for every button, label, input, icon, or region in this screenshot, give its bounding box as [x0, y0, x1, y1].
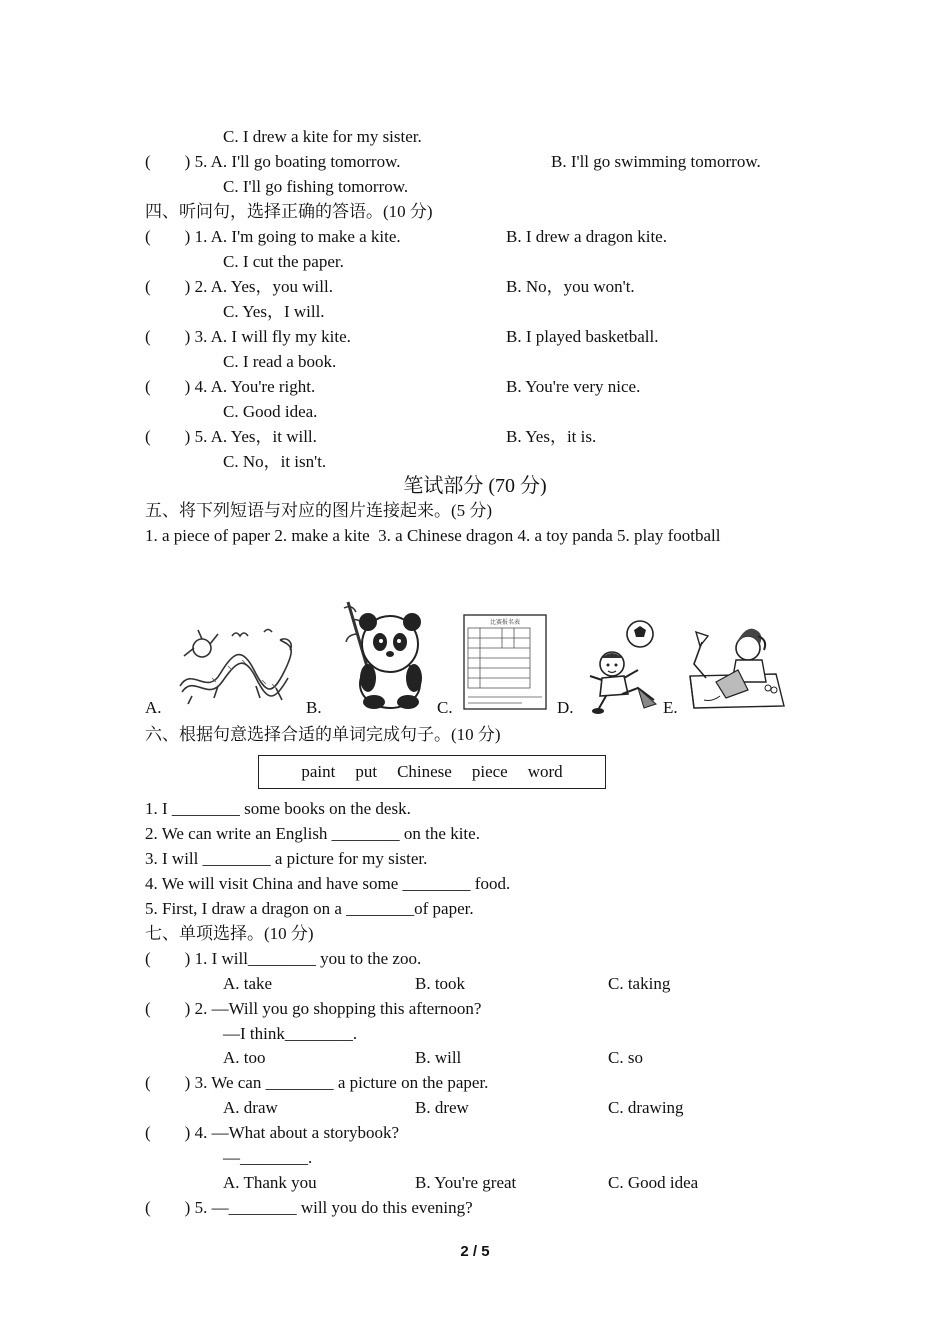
s7-q1-option-a: A. take — [223, 974, 273, 993]
s6-sentence-2: 2. We can write an English ________ on the kite. — [145, 824, 480, 843]
s4-q3-option-c: C. I read a book. — [223, 352, 337, 371]
section-5-heading: 五、将下列短语与对应的图片连接起来。(5 分) — [145, 501, 493, 520]
s3-q5-option-c: C. I'll go fishing tomorrow. — [223, 177, 409, 196]
s7-q4-option-c: C. Good idea — [608, 1173, 699, 1192]
s7-q3-option-b: B. drew — [415, 1098, 469, 1117]
s7-q4-stem-reply: —________. — [223, 1148, 313, 1167]
picture-label-b: B. — [306, 698, 322, 717]
section-6-heading: 六、根据句意选择合适的单词完成句子。(10 分) — [145, 725, 501, 744]
s4-q4-option-b: B. You're very nice. — [506, 377, 641, 396]
s7-q3-stem: ( ) 3. We can ________ a picture on the paper. — [145, 1073, 489, 1092]
s7-q4-stem: ( ) 4. —What about a storybook? — [145, 1123, 399, 1142]
s7-q1-option-b: B. took — [415, 974, 466, 993]
s4-q4-option-a: ( ) 4. A. You're right. — [145, 377, 316, 396]
s4-q5-option-a: ( ) 5. A. Yes，it will. — [145, 427, 317, 446]
s7-q2-option-a: A. too — [223, 1048, 266, 1067]
s4-q3-option-b: B. I played basketball. — [506, 327, 659, 346]
s7-q1-option-c: C. taking — [608, 974, 671, 993]
section-5-phrases: 1. a piece of paper 2. make a kite 3. a Chinese dragon 4. a toy panda 5. play football — [145, 526, 721, 545]
s4-q3-option-a: ( ) 3. A. I will fly my kite. — [145, 327, 351, 346]
s4-q5-option-b: B. Yes，it is. — [506, 427, 597, 446]
picture-label-c: C. — [437, 698, 453, 717]
piece-of-paper-picture — [462, 613, 548, 711]
s7-q4-option-a: A. Thank you — [223, 1173, 317, 1192]
page-number: 2 / 5 — [460, 1243, 490, 1260]
word-bank-word: Chinese — [397, 762, 452, 781]
s4-q1-option-a: ( ) 1. A. I'm going to make a kite. — [145, 227, 401, 246]
section-7-heading: 七、单项选择。(10 分) — [145, 924, 314, 943]
s4-q1-option-b: B. I drew a dragon kite. — [506, 227, 667, 246]
s6-sentence-5: 5. First, I draw a dragon on a ________of paper. — [145, 899, 474, 918]
s7-q2-stem-reply: —I think________. — [223, 1024, 358, 1043]
s7-q5-stem: ( ) 5. —________ will you do this evening? — [145, 1198, 473, 1217]
s7-q2-option-c: C. so — [608, 1048, 643, 1067]
s7-q2-stem: ( ) 2. —Will you go shopping this afternoon? — [145, 999, 482, 1018]
form-title: 比赛报名表 — [489, 619, 521, 626]
word-bank-word: piece — [471, 762, 508, 781]
s6-sentence-3: 3. I will ________ a picture for my sister. — [145, 849, 428, 868]
s4-q1-option-c: C. I cut the paper. — [223, 252, 344, 271]
s6-sentence-4: 4. We will visit China and have some ________ food. — [145, 874, 511, 893]
s3-q5-option-a: ( ) 5. A. I'll go boating tomorrow. — [145, 152, 401, 171]
s6-sentence-1: 1. I ________ some books on the desk. — [145, 799, 411, 818]
word-bank-word: word — [527, 762, 563, 781]
s4-q5-option-c: C. No，it isn't. — [223, 452, 327, 471]
s4-q2-option-a: ( ) 2. A. Yes，you will. — [145, 277, 333, 296]
picture-label-d: D. — [557, 698, 574, 717]
s4-q2-option-b: B. No，you won't. — [506, 277, 635, 296]
s4-q2-option-c: C. Yes，I will. — [223, 302, 325, 321]
s7-q1-stem: ( ) 1. I will________ you to the zoo. — [145, 949, 422, 968]
toy-panda-picture — [328, 600, 428, 710]
word-bank-word: put — [355, 762, 378, 781]
word-bank-box — [258, 755, 606, 789]
make-a-kite-picture — [686, 624, 786, 714]
section-4-heading: 四、听问句，选择正确的答语。(10 分) — [145, 202, 433, 221]
word-bank-word: paint — [301, 762, 336, 781]
s7-q3-option-c: C. drawing — [608, 1098, 684, 1117]
s7-q2-option-b: B. will — [415, 1048, 462, 1067]
picture-label-e: E. — [663, 698, 678, 717]
written-part-title: 笔试部分 (70 分) — [403, 475, 547, 497]
chinese-dragon-picture — [172, 626, 300, 708]
s3-q4-option-c: C. I drew a kite for my sister. — [223, 127, 422, 146]
s3-q5-option-b: B. I'll go swimming tomorrow. — [551, 152, 761, 171]
s7-q4-option-b: B. You're great — [415, 1173, 517, 1192]
s4-q4-option-c: C. Good idea. — [223, 402, 318, 421]
s7-q3-option-a: A. draw — [223, 1098, 278, 1117]
picture-label-a: A. — [145, 698, 162, 717]
play-football-picture — [584, 618, 664, 716]
